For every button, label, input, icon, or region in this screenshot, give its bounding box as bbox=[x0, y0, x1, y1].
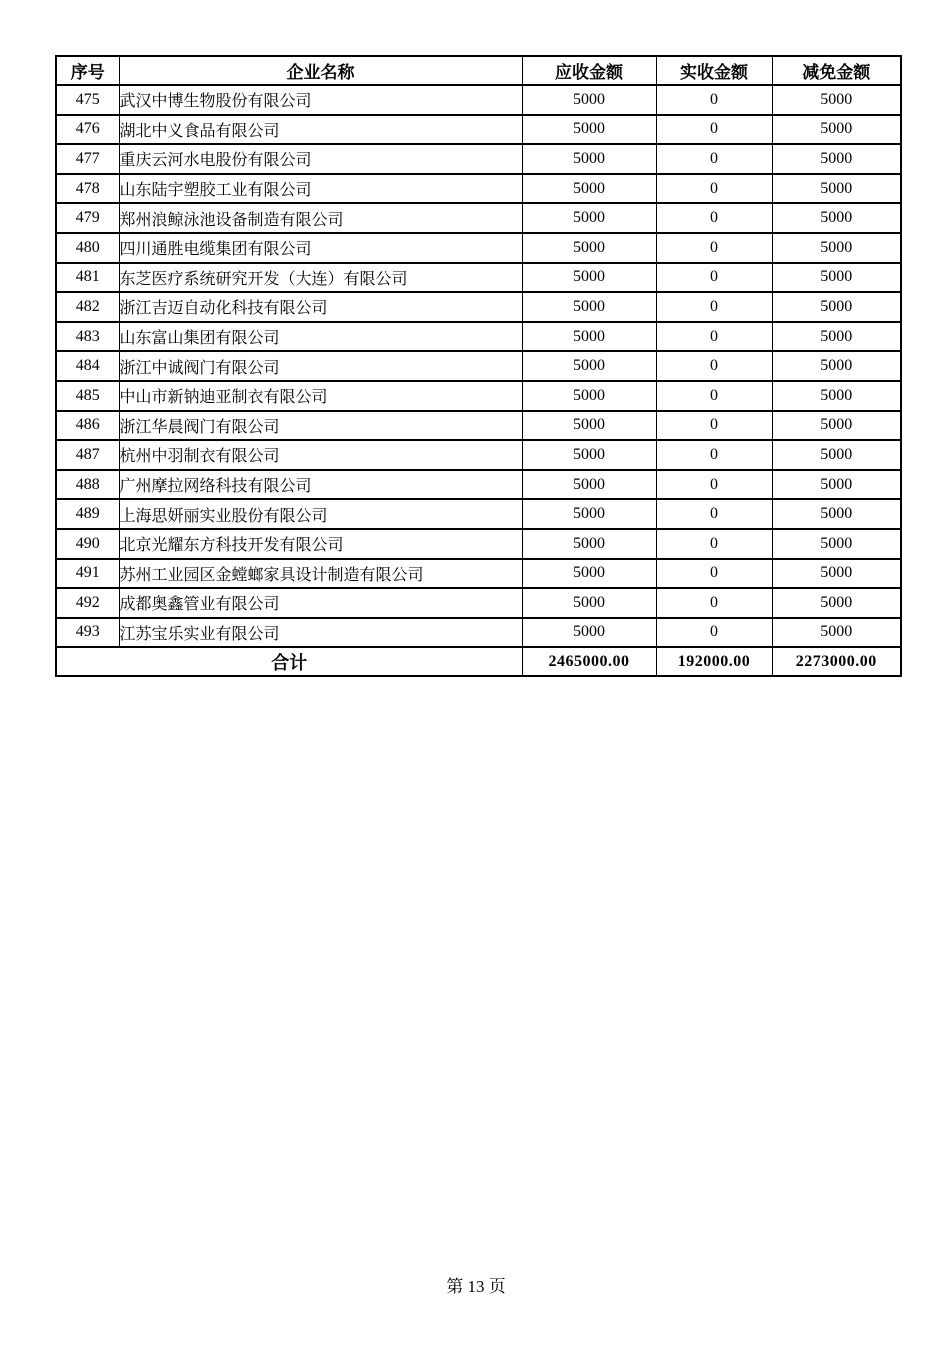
page-number-label: 第 13 页 bbox=[446, 1277, 506, 1296]
row-company-name: 浙江中诚阀门有限公司 bbox=[119, 351, 522, 381]
row-received-amount: 0 bbox=[656, 174, 772, 204]
row-seq: 484 bbox=[56, 351, 119, 381]
row-reduced-amount: 5000 bbox=[772, 85, 901, 115]
total-row bbox=[56, 647, 901, 676]
row-seq: 483 bbox=[56, 322, 119, 352]
row-seq: 485 bbox=[56, 381, 119, 411]
table-row bbox=[56, 411, 901, 441]
row-seq: 489 bbox=[56, 499, 119, 529]
row-reduced-amount: 5000 bbox=[772, 499, 901, 529]
row-reduced-amount: 5000 bbox=[772, 174, 901, 204]
row-received-amount: 0 bbox=[656, 470, 772, 500]
header-reduced-amount: 减免金额 bbox=[772, 56, 901, 85]
table-body bbox=[56, 85, 901, 647]
row-reduced-amount: 5000 bbox=[772, 233, 901, 263]
row-seq: 481 bbox=[56, 263, 119, 293]
table-row bbox=[56, 85, 901, 115]
table-row bbox=[56, 618, 901, 648]
row-company-name: 杭州中羽制衣有限公司 bbox=[119, 440, 522, 470]
row-reduced-amount: 5000 bbox=[772, 144, 901, 174]
row-seq: 490 bbox=[56, 529, 119, 559]
row-company-name: 广州摩拉网络科技有限公司 bbox=[119, 470, 522, 500]
row-reduced-amount: 5000 bbox=[772, 322, 901, 352]
row-seq: 480 bbox=[56, 233, 119, 263]
row-received-amount: 0 bbox=[656, 351, 772, 381]
row-received-amount: 0 bbox=[656, 233, 772, 263]
table-row bbox=[56, 292, 901, 322]
row-received-amount: 0 bbox=[656, 588, 772, 618]
row-company-name: 四川通胜电缆集团有限公司 bbox=[119, 233, 522, 263]
table-row bbox=[56, 470, 901, 500]
row-receivable-amount: 5000 bbox=[522, 85, 656, 115]
row-receivable-amount: 5000 bbox=[522, 559, 656, 589]
row-company-name: 苏州工业园区金螳螂家具设计制造有限公司 bbox=[119, 559, 522, 589]
table-row bbox=[56, 144, 901, 174]
row-received-amount: 0 bbox=[656, 292, 772, 322]
row-received-amount: 0 bbox=[656, 559, 772, 589]
row-receivable-amount: 5000 bbox=[522, 529, 656, 559]
row-reduced-amount: 5000 bbox=[772, 351, 901, 381]
total-label: 合计 bbox=[56, 647, 522, 676]
row-receivable-amount: 5000 bbox=[522, 499, 656, 529]
table-row bbox=[56, 529, 901, 559]
row-seq: 493 bbox=[56, 618, 119, 648]
table-row bbox=[56, 499, 901, 529]
row-company-name: 重庆云河水电股份有限公司 bbox=[119, 144, 522, 174]
row-receivable-amount: 5000 bbox=[522, 203, 656, 233]
row-received-amount: 0 bbox=[656, 529, 772, 559]
row-reduced-amount: 5000 bbox=[772, 381, 901, 411]
total-reduced-amount: 2273000.00 bbox=[772, 647, 901, 676]
row-reduced-amount: 5000 bbox=[772, 263, 901, 293]
table-row bbox=[56, 381, 901, 411]
row-seq: 477 bbox=[56, 144, 119, 174]
row-reduced-amount: 5000 bbox=[772, 292, 901, 322]
row-receivable-amount: 5000 bbox=[522, 233, 656, 263]
row-receivable-amount: 5000 bbox=[522, 618, 656, 648]
row-received-amount: 0 bbox=[656, 322, 772, 352]
table-row bbox=[56, 440, 901, 470]
total-received-amount: 192000.00 bbox=[656, 647, 772, 676]
row-seq: 476 bbox=[56, 115, 119, 145]
row-reduced-amount: 5000 bbox=[772, 440, 901, 470]
row-received-amount: 0 bbox=[656, 144, 772, 174]
row-company-name: 湖北中义食品有限公司 bbox=[119, 115, 522, 145]
row-receivable-amount: 5000 bbox=[522, 115, 656, 145]
table-row bbox=[56, 233, 901, 263]
row-company-name: 山东富山集团有限公司 bbox=[119, 322, 522, 352]
header-received-amount: 实收金额 bbox=[656, 56, 772, 85]
row-seq: 487 bbox=[56, 440, 119, 470]
row-received-amount: 0 bbox=[656, 411, 772, 441]
row-receivable-amount: 5000 bbox=[522, 292, 656, 322]
row-company-name: 郑州浪鲸泳池设备制造有限公司 bbox=[119, 203, 522, 233]
fee-table bbox=[55, 55, 902, 677]
row-seq: 475 bbox=[56, 85, 119, 115]
row-received-amount: 0 bbox=[656, 203, 772, 233]
row-company-name: 中山市新钠迪亚制衣有限公司 bbox=[119, 381, 522, 411]
row-receivable-amount: 5000 bbox=[522, 174, 656, 204]
row-seq: 488 bbox=[56, 470, 119, 500]
row-reduced-amount: 5000 bbox=[772, 115, 901, 145]
table-row bbox=[56, 174, 901, 204]
row-received-amount: 0 bbox=[656, 618, 772, 648]
table-row bbox=[56, 115, 901, 145]
header-seq: 序号 bbox=[56, 56, 119, 85]
row-company-name: 浙江吉迈自动化科技有限公司 bbox=[119, 292, 522, 322]
row-company-name: 山东陆宇塑胶工业有限公司 bbox=[119, 174, 522, 204]
row-seq: 486 bbox=[56, 411, 119, 441]
header-receivable-amount: 应收金额 bbox=[522, 56, 656, 85]
row-receivable-amount: 5000 bbox=[522, 440, 656, 470]
row-reduced-amount: 5000 bbox=[772, 529, 901, 559]
page-footer bbox=[0, 1272, 952, 1297]
row-received-amount: 0 bbox=[656, 381, 772, 411]
row-reduced-amount: 5000 bbox=[772, 470, 901, 500]
row-company-name: 东芝医疗系统研究开发（大连）有限公司 bbox=[119, 263, 522, 293]
row-received-amount: 0 bbox=[656, 263, 772, 293]
row-company-name: 浙江华晨阀门有限公司 bbox=[119, 411, 522, 441]
table-row bbox=[56, 263, 901, 293]
row-received-amount: 0 bbox=[656, 115, 772, 145]
header-company-name: 企业名称 bbox=[119, 56, 522, 85]
row-received-amount: 0 bbox=[656, 440, 772, 470]
row-reduced-amount: 5000 bbox=[772, 203, 901, 233]
row-seq: 491 bbox=[56, 559, 119, 589]
row-seq: 482 bbox=[56, 292, 119, 322]
row-receivable-amount: 5000 bbox=[522, 470, 656, 500]
row-company-name: 武汉中博生物股份有限公司 bbox=[119, 85, 522, 115]
row-receivable-amount: 5000 bbox=[522, 411, 656, 441]
table-row bbox=[56, 322, 901, 352]
row-seq: 478 bbox=[56, 174, 119, 204]
row-receivable-amount: 5000 bbox=[522, 144, 656, 174]
row-receivable-amount: 5000 bbox=[522, 588, 656, 618]
table-row bbox=[56, 559, 901, 589]
row-reduced-amount: 5000 bbox=[772, 411, 901, 441]
row-reduced-amount: 5000 bbox=[772, 559, 901, 589]
row-reduced-amount: 5000 bbox=[772, 618, 901, 648]
row-company-name: 成都奥鑫管业有限公司 bbox=[119, 588, 522, 618]
row-reduced-amount: 5000 bbox=[772, 588, 901, 618]
table-row bbox=[56, 351, 901, 381]
table-row bbox=[56, 588, 901, 618]
row-seq: 492 bbox=[56, 588, 119, 618]
row-company-name: 北京光耀东方科技开发有限公司 bbox=[119, 529, 522, 559]
row-company-name: 江苏宝乐实业有限公司 bbox=[119, 618, 522, 648]
row-receivable-amount: 5000 bbox=[522, 263, 656, 293]
total-receivable-amount: 2465000.00 bbox=[522, 647, 656, 676]
row-company-name: 上海思妍丽实业股份有限公司 bbox=[119, 499, 522, 529]
table-row bbox=[56, 203, 901, 233]
row-received-amount: 0 bbox=[656, 85, 772, 115]
row-received-amount: 0 bbox=[656, 499, 772, 529]
table-header-row bbox=[56, 56, 901, 85]
row-receivable-amount: 5000 bbox=[522, 381, 656, 411]
row-receivable-amount: 5000 bbox=[522, 322, 656, 352]
row-receivable-amount: 5000 bbox=[522, 351, 656, 381]
row-seq: 479 bbox=[56, 203, 119, 233]
